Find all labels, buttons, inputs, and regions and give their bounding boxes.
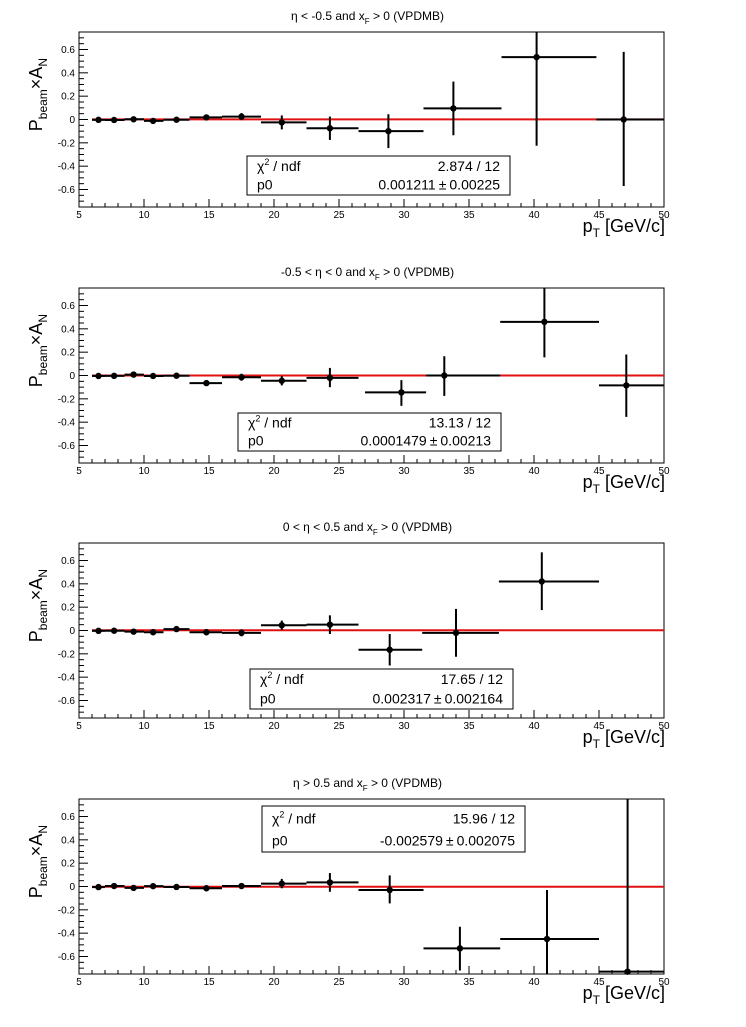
chi-superscript: 2: [264, 156, 270, 167]
chi2-ndf-label: [257, 157, 301, 174]
data-point: [307, 368, 359, 387]
y-tick-label: 0.2: [61, 347, 75, 359]
chart-title-main: η < -0.5 and x: [291, 9, 365, 23]
data-point: [105, 373, 125, 379]
x-tick-label: 40: [528, 721, 540, 732]
y-axis-label: [26, 58, 50, 131]
data-marker: [203, 114, 209, 120]
y-axis-label-main: P: [26, 119, 46, 132]
x-tick-label: 35: [463, 210, 475, 221]
data-marker: [279, 622, 285, 628]
y-tick-label: 0: [69, 882, 75, 893]
data-point: [261, 621, 307, 630]
x-axis-label-main: p: [582, 727, 593, 747]
y-axis-label-times-a: ×A: [26, 66, 46, 90]
chi-symbol: χ: [248, 414, 256, 431]
x-tick-label: 20: [268, 466, 280, 477]
plus-minus-symbol: ±: [445, 832, 454, 849]
y-tick-label: 0: [69, 371, 75, 382]
y-tick-label: 0.2: [61, 91, 75, 103]
y-axis-ticks: [58, 543, 88, 718]
chi2-ndf-label: [248, 413, 292, 430]
x-axis-label-subscript: T: [592, 482, 600, 496]
x-tick-label: 35: [463, 721, 475, 732]
data-point: [92, 117, 105, 123]
data-marker: [238, 630, 244, 636]
plus-minus-symbol: ±: [433, 690, 442, 707]
data-point: [92, 628, 105, 634]
x-axis-ticks: [76, 455, 670, 477]
chart-title-main: η > 0.5 and x: [293, 776, 363, 790]
data-marker: [150, 373, 156, 379]
y-tick-label: 0.2: [61, 858, 75, 870]
y-axis-label: [26, 569, 50, 642]
x-tick-label: 10: [138, 466, 150, 477]
y-tick-label: -0.6: [57, 952, 75, 963]
data-point: [307, 873, 359, 892]
p0-value: [361, 433, 492, 449]
data-marker: [453, 630, 459, 636]
y-axis-label: [26, 825, 50, 898]
x-axis-label-unit: [GeV/c]: [599, 472, 665, 492]
p0-fit-value: 0.002317: [372, 690, 431, 707]
x-tick-label: 30: [398, 466, 410, 477]
y-tick-label: -0.2: [57, 649, 75, 661]
data-point: [105, 628, 125, 634]
chart-title-subscript: F: [362, 784, 368, 793]
data-point: [190, 380, 223, 386]
x-tick-label: 20: [268, 210, 280, 221]
chart-title-rest: > 0 (VPDMB): [369, 9, 444, 23]
y-tick-label: -0.2: [57, 394, 75, 406]
data-point: [105, 883, 125, 889]
data-marker: [457, 945, 463, 951]
x-tick-label: 45: [593, 977, 605, 988]
x-tick-label: 50: [658, 977, 670, 988]
data-point: [164, 373, 190, 379]
chart-title: [293, 776, 442, 793]
chi-symbol: χ: [260, 671, 268, 688]
data-marker: [387, 887, 393, 893]
chart-title: [291, 9, 444, 26]
data-marker: [533, 54, 539, 60]
x-tick-label: 25: [333, 210, 345, 221]
p0-value: [373, 690, 504, 706]
x-tick-label: 10: [138, 721, 150, 732]
y-tick-label: 0.4: [61, 579, 75, 591]
y-axis-label-times-a: ×A: [26, 577, 46, 601]
y-tick-label: -0.4: [57, 928, 75, 940]
data-marker: [130, 116, 136, 122]
data-point: [596, 52, 664, 186]
p0-label: p0: [257, 176, 273, 193]
data-marker: [398, 389, 404, 395]
y-tick-label: -0.6: [57, 441, 75, 452]
data-point: [359, 634, 423, 666]
x-tick-label: 20: [268, 721, 280, 732]
chi-symbol: χ: [257, 157, 265, 174]
chart-title-main: -0.5 < η < 0 and x: [280, 265, 375, 279]
data-marker: [327, 375, 333, 381]
data-point: [144, 373, 164, 379]
data-marker: [95, 117, 101, 123]
data-point: [359, 875, 424, 903]
x-tick-label: 15: [203, 721, 215, 732]
y-axis-ticks: [58, 799, 88, 974]
p0-fit-error: 0.002164: [444, 690, 503, 707]
x-tick-label: 5: [76, 977, 82, 988]
data-point: [261, 376, 307, 385]
data-marker: [203, 629, 209, 635]
x-tick-label: 30: [398, 721, 410, 732]
data-point: [92, 884, 105, 890]
data-marker: [327, 621, 333, 627]
y-axis-ticks: [58, 32, 88, 207]
x-tick-label: 5: [76, 721, 82, 732]
data-marker: [238, 374, 244, 380]
x-axis-label-subscript: T: [592, 226, 600, 240]
chart-panel-1: [26, 9, 670, 240]
data-marker: [441, 372, 447, 378]
x-axis-ticks: [76, 199, 670, 221]
data-marker: [130, 371, 136, 377]
x-tick-label: 15: [203, 210, 215, 221]
chi2-ndf-value: 2.874 / 12: [437, 157, 500, 174]
x-axis-label-subscript: T: [592, 737, 600, 751]
chi-superscript: 2: [255, 413, 261, 424]
y-tick-label: 0.6: [61, 556, 75, 567]
chart-title-rest: > 0 (VPDMB): [367, 776, 442, 790]
x-tick-label: 30: [398, 210, 410, 221]
chart-title: [283, 520, 452, 537]
data-marker: [150, 629, 156, 635]
y-axis-label-times-a: ×A: [26, 322, 46, 346]
chart-panel-4: [26, 776, 670, 1007]
data-marker: [150, 883, 156, 889]
x-tick-label: 10: [138, 210, 150, 221]
data-marker: [279, 378, 285, 384]
chart-title-subscript: F: [364, 17, 370, 26]
p0-value: [380, 833, 515, 849]
data-marker: [541, 319, 547, 325]
fit-stats-box: [238, 413, 501, 451]
p0-fit-value: 0.001211: [378, 176, 436, 193]
data-point: [164, 626, 190, 632]
data-point: [164, 117, 190, 123]
y-tick-label: -0.2: [57, 138, 75, 150]
fit-stats-box: [262, 806, 525, 852]
y-axis-label: [26, 314, 50, 387]
data-marker: [450, 105, 456, 111]
p0-fit-value: -0.002579: [379, 832, 443, 849]
data-point: [500, 890, 599, 974]
x-tick-label: 35: [463, 977, 475, 988]
data-marker: [623, 382, 629, 388]
x-tick-label: 15: [203, 466, 215, 477]
data-marker: [279, 880, 285, 886]
data-point: [125, 371, 145, 377]
data-point: [144, 883, 164, 889]
chi2-ndf-label: [272, 809, 316, 826]
y-axis-label-main: P: [26, 630, 46, 643]
y-tick-label: 0.6: [61, 812, 75, 823]
chi-superscript: 2: [267, 670, 273, 681]
p0-fit-error: 0.00213: [440, 432, 491, 449]
y-tick-label: -0.6: [57, 185, 75, 196]
data-marker: [111, 117, 117, 123]
data-point: [500, 288, 599, 357]
plus-minus-symbol: ±: [429, 432, 438, 449]
data-marker: [111, 628, 117, 634]
data-marker: [327, 879, 333, 885]
y-axis-label-subscript-n: N: [36, 569, 50, 578]
x-axis-label-subscript: T: [592, 993, 600, 1007]
p0-value: [378, 177, 500, 193]
y-tick-label: 0.6: [61, 301, 75, 312]
data-marker: [238, 883, 244, 889]
data-point: [365, 380, 426, 406]
data-point: [422, 609, 499, 657]
data-marker: [130, 885, 136, 891]
fit-stats-box: [247, 156, 510, 195]
x-axis-ticks: [76, 710, 670, 732]
x-tick-label: 50: [658, 210, 670, 221]
x-tick-label: 45: [593, 466, 605, 477]
data-point: [222, 883, 261, 889]
data-marker: [387, 647, 393, 653]
y-axis-label-subscript-n: N: [36, 825, 50, 834]
chi-ndf-text: / ndf: [260, 414, 292, 431]
x-tick-label: 40: [528, 210, 540, 221]
chi-symbol: χ: [272, 810, 280, 827]
data-marker: [111, 373, 117, 379]
data-point: [125, 885, 145, 891]
x-tick-label: 5: [76, 466, 82, 477]
y-tick-label: 0.2: [61, 602, 75, 614]
y-tick-label: 0: [69, 115, 75, 126]
data-marker: [203, 885, 209, 891]
chart-title: [281, 265, 454, 282]
data-marker: [173, 117, 179, 123]
data-marker: [95, 628, 101, 634]
data-marker: [111, 883, 117, 889]
p0-fit-error: 0.002075: [456, 832, 515, 849]
y-axis-label-subscript-beam: beam: [36, 856, 50, 887]
p0-fit-value: 0.0001479: [360, 432, 427, 449]
data-marker: [130, 628, 136, 634]
x-axis-ticks: [76, 966, 670, 988]
data-marker: [624, 968, 630, 974]
y-axis-label-times-a: ×A: [26, 833, 46, 857]
p0-label: p0: [260, 690, 276, 707]
y-axis-label-subscript-beam: beam: [36, 89, 50, 120]
data-marker: [238, 113, 244, 119]
data-marker: [539, 578, 545, 584]
x-axis-label-unit: [GeV/c]: [599, 216, 665, 236]
data-marker: [544, 936, 550, 942]
plus-minus-symbol: ±: [438, 176, 447, 193]
y-tick-label: -0.4: [57, 417, 75, 429]
data-marker: [173, 884, 179, 890]
x-axis-label-main: p: [582, 216, 593, 236]
data-point: [424, 82, 502, 136]
x-tick-label: 25: [333, 977, 345, 988]
p0-label: p0: [272, 832, 288, 849]
chi2-ndf-value: 15.96 / 12: [452, 810, 515, 827]
x-tick-label: 40: [528, 977, 540, 988]
chi-superscript: 2: [279, 809, 285, 820]
data-point: [105, 117, 125, 123]
y-axis-label-main: P: [26, 886, 46, 899]
data-point: [499, 552, 599, 610]
data-marker: [385, 128, 391, 134]
x-axis-label-main: p: [582, 983, 593, 1003]
chart-title-subscript: F: [372, 528, 378, 537]
data-point: [125, 116, 145, 122]
data-marker: [621, 116, 627, 122]
x-tick-label: 20: [268, 977, 280, 988]
p0-label: p0: [248, 432, 264, 449]
x-tick-label: 30: [398, 977, 410, 988]
x-axis-label-main: p: [582, 472, 593, 492]
x-tick-label: 50: [658, 721, 670, 732]
data-marker: [173, 373, 179, 379]
x-tick-label: 5: [76, 210, 82, 221]
y-axis-label-subscript-n: N: [36, 314, 50, 323]
x-axis-label-unit: [GeV/c]: [599, 727, 665, 747]
y-axis-label-subscript-beam: beam: [36, 345, 50, 376]
x-tick-label: 10: [138, 977, 150, 988]
x-tick-label: 25: [333, 466, 345, 477]
chi2-ndf-value: 17.65 / 12: [440, 671, 503, 688]
chart-panel-2: [26, 265, 670, 496]
y-axis-ticks: [58, 288, 88, 463]
y-tick-label: -0.6: [57, 696, 75, 707]
x-tick-label: 15: [203, 977, 215, 988]
x-tick-label: 25: [333, 721, 345, 732]
data-points: [92, 552, 599, 665]
data-marker: [95, 884, 101, 890]
chart-title-main: 0 < η < 0.5 and x: [282, 520, 373, 534]
data-point: [502, 32, 597, 146]
data-marker: [173, 626, 179, 632]
chi-ndf-text: / ndf: [284, 810, 316, 827]
y-tick-label: -0.4: [57, 161, 75, 173]
y-tick-label: 0.6: [61, 45, 75, 56]
y-tick-label: -0.2: [57, 905, 75, 917]
y-tick-label: 0.4: [61, 835, 75, 847]
chi2-ndf-value: 13.13 / 12: [428, 414, 491, 431]
y-axis-label-main: P: [26, 375, 46, 388]
data-marker: [150, 118, 156, 124]
y-axis-label-subscript-n: N: [36, 58, 50, 67]
y-tick-label: 0.4: [61, 68, 75, 80]
data-marker: [95, 373, 101, 379]
y-tick-label: 0: [69, 626, 75, 637]
p0-fit-error: 0.00225: [449, 176, 500, 193]
y-tick-label: 0.4: [61, 324, 75, 336]
x-tick-label: 50: [658, 466, 670, 477]
chart-title-subscript: F: [374, 273, 380, 282]
data-point: [599, 355, 664, 417]
data-point: [426, 356, 500, 396]
data-point: [424, 927, 501, 971]
chart-title-rest: > 0 (VPDMB): [377, 520, 453, 534]
data-points: [92, 288, 664, 417]
chart-panel-3: [26, 520, 670, 751]
data-point: [92, 373, 105, 379]
y-tick-label: -0.4: [57, 672, 75, 684]
data-point: [164, 884, 190, 890]
x-tick-label: 40: [528, 466, 540, 477]
x-axis-label-unit: [GeV/c]: [599, 983, 665, 1003]
data-marker: [203, 380, 209, 386]
x-tick-label: 45: [593, 721, 605, 732]
chi2-ndf-label: [260, 670, 304, 687]
chi-ndf-text: / ndf: [272, 671, 304, 688]
x-tick-label: 35: [463, 466, 475, 477]
data-point: [261, 115, 307, 129]
fit-stats-box: [250, 669, 513, 709]
data-marker: [327, 125, 333, 131]
chart-title-rest: > 0 (VPDMB): [379, 265, 455, 279]
data-marker: [279, 119, 285, 125]
x-tick-label: 45: [593, 210, 605, 221]
y-axis-label-subscript-beam: beam: [36, 600, 50, 631]
chi-ndf-text: / ndf: [269, 157, 301, 174]
